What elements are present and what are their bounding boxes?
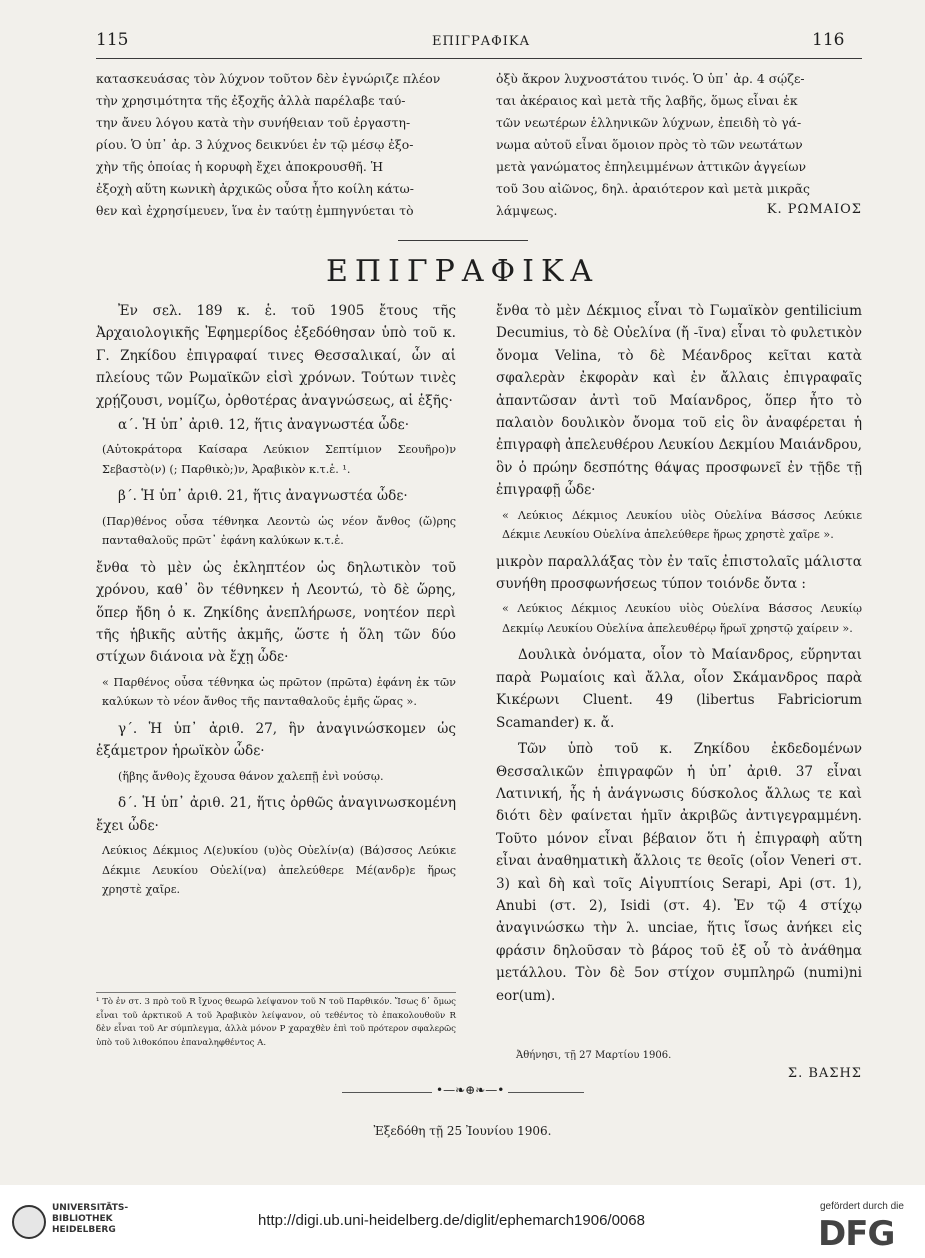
item-c-inscription: (ἥβης ἄνθο)ς ἔχουσα θάνον χαλεπῇ ἐνὶ νούσῳ. bbox=[118, 769, 384, 783]
text-line: ται ἀκέραιος καὶ μετὰ τῆς λαβῆς, ὅμως εἶναι ἐκ bbox=[496, 93, 798, 108]
item-d-inscription: Λεύκιος Δέκμιος Λ(ε)υκίου (υ)ὸς Οὐελίν(α) (Βά)σσος Λεύκιε Δέκμιε Λευκίου Οὐελί(να) ἀπελεύθερε Μέ(ανδρ)ε ἥρως χρηστὲ χαῖρε. bbox=[102, 844, 456, 896]
funded-by-label: gefördert durch die bbox=[820, 1201, 904, 1212]
text-line: τῶν νεωτέρων ἑλληνικῶν λύχνων, ἐπειδὴ τὸ γά- bbox=[496, 115, 802, 130]
item-b-commentary: ἔνθα τὸ μὲν ὡς ἐκληπτέον ὡς δηλωτικὸν τοῦ χρόνου, καθ᾽ ὃν τέθνηκεν ἡ Λεοντώ, τὸ δὲ ὥρης, ὅπερ ἤδη ὁ κ. Ζηκίδης ἀνεπλήρωσε, νοητέον περὶ τῆς ἡβικῆς αὐτῆς ἀκμῆς, ὥστε ἡ ὅλη τῶν δύο στίχων διάνοια νὰ ἔχῃ ὧδε· bbox=[96, 559, 456, 666]
bottom-signature: Σ. ΒΑΣΗΣ bbox=[787, 1066, 862, 1081]
footnote-rule bbox=[96, 992, 456, 993]
text-line: μετὰ γανώματος ἐπηλειμμένων ἀττικῶν ἀγγείων bbox=[496, 159, 806, 174]
intro-paragraph: Ἐν σελ. 189 κ. ἑ. τοῦ 1905 ἔτους τῆς Ἀρχαιολογικῆς Ἐφημερίδος ἐξεδόθησαν ὑπὸ τοῦ κ. Γ. Ζηκίδου ἐπιγραφαί τινες Θεσσαλικαί, ὧν αἱ πλείους τῶν Ρωμαϊκῶν εἰσὶ χρόνων. Τούτων τινὲς χρῄζουσι, νομίζω, ὀρθοτέρας ἀναγνώσεως, αἱ ἑξῆς· bbox=[96, 303, 456, 409]
section-divider bbox=[398, 240, 528, 241]
running-title: ΕΠΙΓΡΑΦΙΚΑ bbox=[432, 34, 531, 49]
item-b-inscription: (Παρ)θένος οὖσα τέθνηκα Λεοντὼ ὡς νέον ἄνθος (ὥ)ρης πανταθαλοῦς πρῶτ᾽ ἐφάνη καλύκων κ.τ.ἑ. bbox=[102, 514, 456, 548]
library-line: HEIDELBERG bbox=[52, 1225, 116, 1235]
university-seal-icon bbox=[12, 1205, 46, 1239]
library-name bbox=[52, 1203, 128, 1236]
footnote: ¹ Τὸ ἐν στ. 3 πρὸ τοῦ R ἴχνος θεωρῶ λείψανον τοῦ N τοῦ Παρθικόν. Ἴσως δ᾽ ὅμως εἶναι τοῦ ἀρκτικοῦ A τοῦ Ἀραβικὸν λείψανον, οὐ τεθέντος τὸ ἐπακολουθοῦν R δὲν εἶναι τοῦ Ar σύμπλεγμα, ἀλλὰ μόνον P χαραχθὲν ἐπὶ τοῦ πρότερον σφαλερῶς ὑπὸ τοῦ λιθοκόπου ἐπαναληφθέντος A. bbox=[96, 997, 456, 1048]
commentary-paragraph: ἔνθα τὸ μὲν Δέκμιος εἶναι τὸ Γωμαϊκὸν gentilicium Decumius, τὸ δὲ Οὐελίνα (ἤ -ῖνα) εἶναι τὸ φυλετικὸν ὄνομα Velina, τὸ δὲ Μέανδρος κεῖται κατὰ σφαλερὰν ἐκφορὰν καὶ ἐν ἄλλαις ἐπιγραφαῖς ἀπαντῶσαν ἀντὶ τοῦ Μαίανδρος, ὅπερ ἦτο τὸ παλαιὸν δουλικὸν ὄνομα τοῦ εἰς ὃν ἀναφέρεται ἡ ἐπιγραφὴ ἀπελευθέρου Λευκίου Δεκμίου Μαιάνδρου, ὃν ὁ πρώην δεσπότης θάψας προσφωνεῖ ἐν τῇδε τῇ ἐπιγραφῇ ὧδε· bbox=[496, 303, 862, 499]
left-page-number: 115 bbox=[96, 30, 129, 50]
text-line: λάμψεως. bbox=[496, 203, 558, 218]
text-line: την ἄνευ λόγου κατὰ τὴν συνήθειαν τοῦ ἐργαστη- bbox=[96, 115, 411, 130]
text-line: χὴν τῆς ὁποίας ἡ κορυφὴ ἔχει ἀποκρουσθῆ. Ἡ bbox=[96, 159, 384, 174]
text-line: ρίου. Ὁ ὑπ᾽ ἀρ. 3 λύχνος δεικνύει ἐν τῷ μέσῳ ἐξο- bbox=[96, 137, 414, 152]
text-line: κατασκευάσας τὸν λύχνον τοῦτον δὲν ἐγνώριζε πλέον bbox=[96, 71, 441, 86]
text-line: νωμα αὐτοῦ εἶναι ὅμοιον πρὸς τὸ τῶν νεωτάτων bbox=[496, 137, 803, 152]
library-line: BIBLIOTHEK bbox=[52, 1214, 113, 1224]
item-b-translation: « Παρθένος οὖσα τέθνηκα ὡς πρῶτον (πρῶτα) ἐφάνη ἐκ τῶν καλύκων τὸ νέον ἄνθος τῆς πανταθαλοῦς ἐμῆς ὥρας ». bbox=[102, 675, 456, 709]
header-rule bbox=[96, 58, 862, 59]
left-column bbox=[96, 300, 456, 906]
dfg-logo: DFG bbox=[818, 1214, 895, 1254]
top-left-text bbox=[96, 68, 456, 222]
item-b-heading: β΄. Ἡ ὑπ᾽ ἀριθ. 21, ἥτις ἀναγνωστέα ὧδε· bbox=[118, 488, 408, 505]
text-line: τὴν χρησιμότητα τῆς ἐξοχῆς ἀλλὰ παρέλαβε ταύ- bbox=[96, 93, 406, 108]
library-line: UNIVERSITÄTS- bbox=[52, 1203, 129, 1213]
section-title: ΕΠΙΓΡΑΦΙΚΑ bbox=[325, 254, 600, 289]
item-d-heading: δ΄. Ἡ ὑπ᾽ ἀριθ. 21, ἥτις ὀρθῶς ἀναγινωσκομένη ἔχει ὧδε· bbox=[96, 795, 456, 834]
text-line: τοῦ 3ου αἰῶνος, δηλ. ἀραιότερον καὶ μετὰ μικρᾶς bbox=[496, 181, 810, 196]
commentary-paragraph: Τῶν ὑπὸ τοῦ κ. Ζηκίδου ἐκδεδομένων Θεσσαλικῶν ἐπιγραφῶν ἡ ὑπ᾽ ἀριθ. 37 εἶναι Λατινική, ἧς ἡ ἀνάγνωσις δύσκολος ἄλλως τε καὶ διότι δὲν φαίνεται ἡμῖν ἀκριβῶς ἀντιγεγραμμένη. Τοῦτο μόνον εἶναι βέβαιον ὅτι ἡ ἐπιγραφὴ αὕτη εἶναι ἀναθηματικὴ ἄλλοις τε θεοῖς (οἷον Veneri στ. 3) καὶ δὴ καὶ τοῖς Αἰγυπτίοις Serapi, Api (στ. 1), Anubi (στ. 2), Isidi (στ. 4). Ἐν τῷ 4 στίχῳ ἀναγινώσκω τὴν λ. unciae, ἥτις ἴσως ἀνήκει εἰς φράσιν δηλοῦσαν τὸ βάρος τοῦ ἐξ οὗ τὸ ἀνάθημα μετάλλου. Τὸν δὲ 5ον στίχον συμπληρῶ (numi)ni eor(um). bbox=[496, 741, 862, 1004]
item-c-heading: γ΄. Ἡ ὑπ᾽ ἀριθ. 27, ἣν ἀναγινώσκομεν ὡς ἑξάμετρον ἡρωϊκὸν ὧδε· bbox=[96, 720, 456, 760]
ornament: •—❧⊕❧—• bbox=[432, 1083, 508, 1097]
inscription-reading: « Λεύκιος Δέκμιος Λευκίου υἱὸς Οὐελίνα Βάσσος Λεύκιε Δέκμιε Λευκίου Οὐελίνα ἀπελεύθερε ἥρως χρηστὲ χαῖρε ». bbox=[502, 508, 862, 542]
commentary-paragraph: μικρὸν παραλλάξας τὸν ἐν ταῖς ἐπιστολαῖς μάλιστα συνήθη προσφωνήσεως τύπον τοιόνδε ὄντα : bbox=[496, 553, 862, 593]
date-line: Ἀθήνησι, τῇ 27 Μαρτίου 1906. bbox=[516, 1050, 672, 1061]
text-line: θεν καὶ ἐχρησίμευεν, ἵνα ἐν ταύτῃ ἐμπηγνύεται τὸ bbox=[96, 203, 414, 218]
right-page-number: 116 bbox=[812, 30, 845, 50]
issue-date: Ἐξεδόθη τῇ 25 Ἰουνίου 1906. bbox=[373, 1124, 552, 1138]
address-formula: « Λεύκιος Δέκμιος Λευκίου υἱὸς Οὐελίνα Βάσσος Λευκίῳ Δεκμίῳ Λευκίου Οὐελίνα ἀπελευθέρῳ ἥρωϊ χρηστῷ χαίρειν ». bbox=[502, 602, 862, 635]
top-signature: Κ. ΡΩΜΑΙΟΣ bbox=[766, 202, 862, 217]
top-right-text bbox=[496, 68, 862, 222]
item-a-heading: α΄. Ἡ ὑπ᾽ ἀριθ. 12, ἥτις ἀναγνωστέα ὧδε· bbox=[118, 417, 410, 434]
item-a-inscription: (Αὐτοκράτορα Καίσαρα Λεύκιον Σεπτίμιον Σεουῆρο)ν Σεβαστὸ(ν) (; Παρθικὸ;)ν, Ἀραβικὸν κ.τ.ἑ. ¹. bbox=[102, 443, 456, 476]
text-line: ὀξὺ ἄκρον λυχνοστάτου τινός. Ὁ ὑπ᾽ ἀρ. 4 σῴζε- bbox=[496, 71, 805, 86]
commentary-paragraph: Δουλικὰ ὀνόματα, οἷον τὸ Μαίανδρος, εὕρηνται παρὰ Ρωμαίοις καὶ ἄλλα, οἷον Σκάμανδρος παρὰ Κικέρωνι Cluent. 49 (libertus Fabriciorum Scamander) κ. ἄ. bbox=[496, 647, 862, 731]
text-line: ἐξοχὴ αὕτη κωνικὴ ἀρχικῶς οὖσα ἦτο κοίλη κάτω- bbox=[96, 181, 414, 196]
right-column bbox=[496, 300, 862, 1007]
source-url-link[interactable]: http://digi.ub.uni-heidelberg.de/diglit/ephemarch1906/0068 bbox=[258, 1212, 645, 1229]
